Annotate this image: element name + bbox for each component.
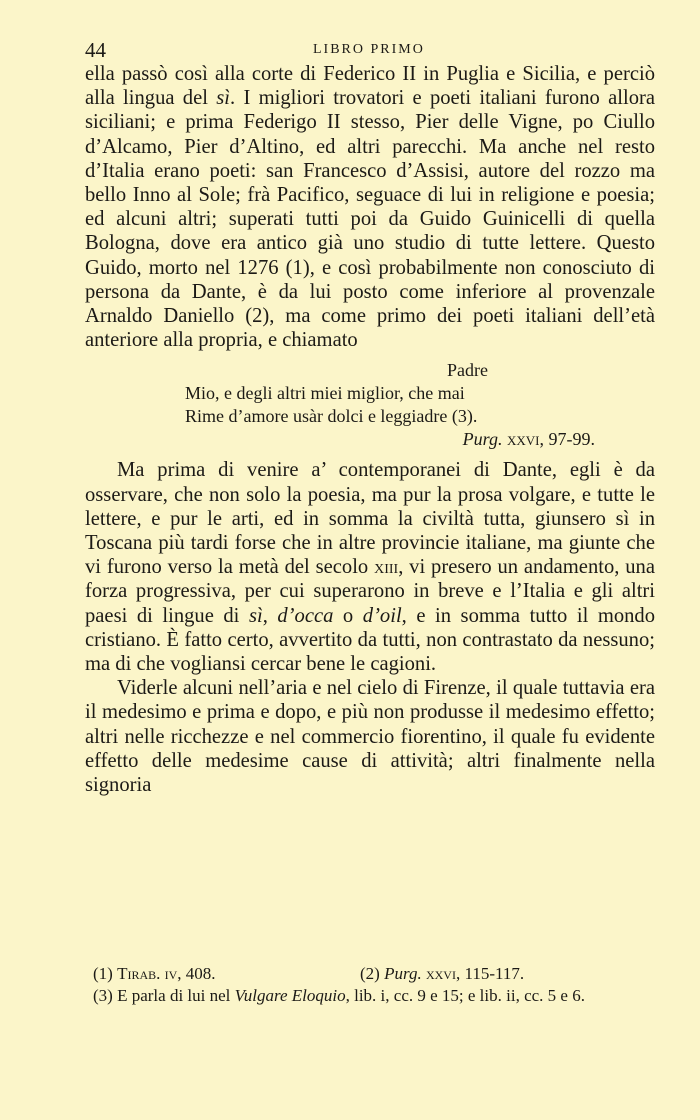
paragraph-2-text-a: Ma prima di venire a’ contemporanei di Dante, egli è da osservare, che non solo la poesia, ma pur la prosa volgare, e tutte le lettere, e pur le arti, ed in somma la civiltà tutta, giunsero sì in Toscana più tardi forse che in altre provincie italiane, ma giunte che vi furono verso la metà del secolo xyxy=(85,459,655,579)
lingua-oil: d’oil xyxy=(362,604,402,627)
paragraph-2-comma: , xyxy=(262,604,278,627)
footnote-1-author: Tirab. xyxy=(117,964,161,983)
paragraph-2-o: o xyxy=(333,604,363,627)
quote-line-3: Rime d’amore usàr dolci e leggiadre (3). xyxy=(185,406,478,427)
footnote-3 xyxy=(85,985,660,1006)
paragraph-2-text-b: , vi presero un andamento, una forza progressiva, per cui superarono in breve e l’Italia e gli altri paesi di lingue di xyxy=(85,556,655,627)
si-word: sì xyxy=(216,87,231,110)
footnote-row-1 xyxy=(85,963,660,984)
quote-ref-work: Purg. xyxy=(462,429,503,450)
footnotes xyxy=(85,963,660,1007)
paragraph-3: Viderle alcuni nell’aria e nel cielo di Firenze, il quale tuttavia era il medesimo e prima e dopo, e più non produsse il medesimo effetto; altri nelle ricchezze e nel commercio fiorentino, il quale fu evidente effetto delle medesime cause di attività; altri finalmente nella signoria xyxy=(85,677,655,797)
page-number: 44 xyxy=(85,38,106,62)
quote-reference xyxy=(185,428,595,451)
footnote-3-work: Vulgare Eloquio xyxy=(234,986,346,1005)
footnote-2-mark: (2) xyxy=(360,964,380,983)
main-text xyxy=(85,62,655,797)
footnote-1-mark: (1) xyxy=(93,964,113,983)
footnote-1 xyxy=(93,964,216,983)
footnote-1-ref: iv, 408. xyxy=(160,964,216,983)
quote-ref-location: xxvi, 97-99. xyxy=(502,429,595,450)
page-header xyxy=(85,38,665,62)
footnote-3-pre: E parla di lui nel xyxy=(112,986,235,1005)
century-numeral: xiii xyxy=(374,556,399,579)
lingua-si: sì xyxy=(248,604,263,627)
paragraph-2 xyxy=(85,458,655,676)
footnote-2 xyxy=(360,963,524,984)
running-title: LIBRO PRIMO xyxy=(313,42,425,57)
quote-line-1: Padre xyxy=(447,360,488,381)
footnote-2-work: Purg. xyxy=(384,964,422,983)
paragraph-2-text-c: , e in somma tutto il mondo cristiano. È fatto certo, avvertito da tutti, non contrastato da nessuno; ma di che vogliansi cercar bene le cagioni. xyxy=(85,604,656,676)
verse-quote xyxy=(185,359,595,451)
footnote-3-post: , lib. i, cc. 9 e 15; e lib. ii, cc. 5 e 6. xyxy=(345,986,585,1005)
footnote-3-mark: (3) xyxy=(93,986,113,1005)
paragraph-1-text-a: ella passò così alla corte di Federico II in Puglia e Sicilia, e perciò alla lingua del xyxy=(85,63,655,110)
footnote-2-ref: xxvi, 115-117. xyxy=(421,964,525,983)
paragraph-1-text-b: . I migliori trovatori e poeti italiani furono allora siciliani; e prima Federigo II stesso, Pier delle Vigne, po Ciullo d’Alcamo, Pier d’Altino, ed altri parecchi. Ma anche nel resto d’Italia erano poeti: san Francesco d’Assisi, autore del rozzo ma bello Inno al Sole; frà Pacifico, seguace di lui in religione e poesia; ed alcuni altri; superati tutti poi da Guido Guinicelli di quella Bologna, dove era antico già uno studio di tutte lettere. Questo Guido, morto nel 1276 (1), e così probabilmente non conosciuto di persona da Dante, è da lui posto come inferiore al provenzale Arnaldo Daniello (2), ma come primo dei poeti italiani dell’età anteriore alla propria, e chiamato xyxy=(85,87,655,352)
quote-line-2: Mio, e degli altri miei miglior, che mai xyxy=(185,383,465,404)
paragraph-1 xyxy=(85,62,655,352)
lingua-occa: d’occa xyxy=(277,604,334,627)
